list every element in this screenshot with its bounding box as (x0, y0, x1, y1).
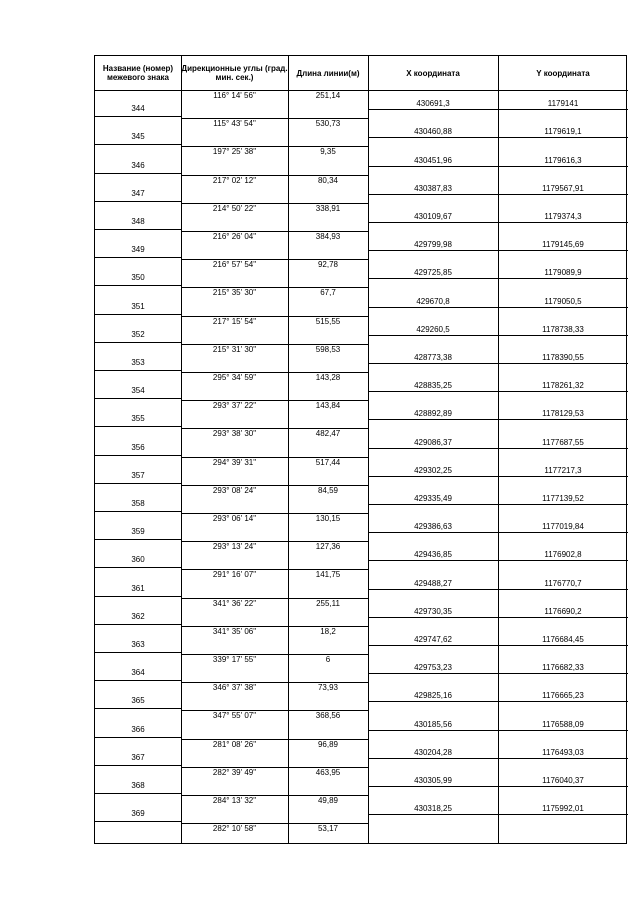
line-length: 92,78 (317, 260, 339, 270)
point-name: 346 (131, 160, 145, 170)
x-coordinate: 429302,25 (414, 465, 452, 475)
y-coordinate: 1177217,3 (544, 465, 582, 475)
y-coordinate: 1179089,9 (544, 268, 582, 278)
coordinates-table (94, 55, 627, 844)
header-x: X координата (406, 68, 460, 78)
x-coordinate: 428773,38 (414, 352, 452, 362)
point-name: 351 (131, 301, 145, 311)
y-coordinate: 1176040,37 (542, 775, 584, 785)
line-length: 517,44 (315, 457, 341, 467)
line-length: 143,28 (315, 373, 341, 382)
direction-angle: 214° 50' 22" (212, 203, 257, 213)
point-name: 368 (131, 780, 145, 790)
direction-angle: 339° 17' 55" (212, 655, 257, 664)
y-coordinate: 1179145,69 (542, 240, 584, 250)
y-coordinate: 1177019,84 (542, 522, 584, 532)
direction-angle: 282° 39' 49" (212, 767, 257, 777)
line-length: 338,91 (315, 203, 341, 213)
point-name: 361 (131, 583, 145, 593)
direction-angle: 215° 35' 30" (212, 288, 257, 298)
line-length: 482,47 (315, 429, 341, 439)
y-coordinate: 1176902,8 (544, 550, 582, 560)
point-name: 355 (131, 414, 145, 424)
point-name: 363 (131, 639, 145, 649)
point-name: 349 (131, 245, 145, 255)
x-coordinate: 430204,28 (414, 747, 452, 757)
direction-angle: 197° 25' 38" (212, 147, 257, 157)
x-coordinate: 430691,3 (416, 99, 450, 109)
direction-angle: 294° 39' 31" (212, 457, 257, 467)
x-coordinate: 429753,23 (414, 663, 452, 673)
y-coordinate: 1178738,33 (542, 324, 584, 334)
line-length: 463,95 (315, 767, 341, 777)
y-coordinate: 1176770,7 (544, 578, 582, 588)
y-coordinate: 1178390,55 (542, 352, 584, 362)
direction-angle: 281° 08' 26" (212, 739, 257, 749)
x-coordinate: 430305,99 (414, 775, 452, 785)
direction-angle: 216° 26' 04" (212, 232, 257, 241)
line-length: 80,34 (317, 175, 339, 185)
direction-angle: 347° 55' 07" (212, 711, 257, 721)
point-name: 344 (131, 104, 145, 114)
direction-angle: 293° 13' 24" (212, 542, 257, 552)
y-coordinate: 1179374,3 (544, 211, 582, 221)
line-length: 255,11 (316, 598, 340, 608)
direction-angle: 346° 37' 38" (212, 683, 257, 693)
y-coordinate: 1176665,23 (542, 691, 584, 701)
x-coordinate: 429436,85 (414, 550, 452, 560)
line-length: 49,89 (317, 796, 339, 805)
direction-angle: 217° 02' 12" (212, 175, 257, 185)
x-coordinate: 430109,67 (414, 211, 452, 221)
point-name: 366 (131, 724, 145, 734)
direction-angle: 293° 06' 14" (212, 514, 257, 523)
line-length: 251,14 (315, 91, 341, 100)
y-coordinate: 1179141 (547, 99, 579, 109)
y-coordinate: 1179050,5 (544, 296, 582, 306)
line-length: 67,7 (320, 288, 336, 298)
line-length: 9,35 (320, 147, 336, 157)
y-coordinate: 1179619,1 (544, 127, 582, 137)
point-name: 367 (131, 752, 145, 762)
direction-angle: 293° 08' 24" (212, 485, 257, 495)
x-coordinate: 429260,5 (416, 324, 450, 334)
y-coordinate: 1176588,09 (542, 719, 584, 729)
x-coordinate: 430387,83 (414, 183, 452, 193)
line-length: 6 (325, 655, 331, 664)
line-length: 515,55 (315, 316, 341, 326)
header-angles: Дирекционные углы (град. мин. сек.) (181, 64, 288, 82)
point-name: 360 (131, 555, 145, 565)
y-coordinate: 1177687,55 (542, 437, 584, 447)
x-coordinate: 429086,37 (414, 437, 452, 447)
y-coordinate: 1176682,33 (542, 663, 584, 673)
x-coordinate: 430451,96 (414, 155, 452, 165)
line-length: 384,93 (315, 232, 341, 241)
direction-angle: 282° 10' 58" (212, 824, 257, 834)
direction-angle: 116° 14' 56" (213, 91, 256, 100)
x-coordinate: 429799,98 (414, 240, 452, 250)
header-y: Y координата (536, 68, 590, 78)
line-length: 598,53 (315, 344, 341, 354)
x-coordinate: 430460,88 (414, 127, 452, 137)
x-coordinate: 429730,35 (414, 606, 452, 616)
y-coordinate: 1178261,32 (542, 381, 584, 391)
point-name: 362 (131, 611, 145, 621)
x-coordinate: 429747,62 (414, 634, 452, 644)
point-name: 354 (131, 386, 145, 396)
y-coordinate: 1178129,53 (542, 409, 584, 419)
point-name: 369 (131, 809, 145, 819)
x-coordinate: 429386,63 (414, 522, 452, 532)
line-length: 84,59 (317, 485, 339, 495)
direction-angle: 291° 16' 07" (212, 570, 257, 580)
direction-angle: 217° 15' 54" (212, 316, 257, 326)
point-name: 345 (131, 132, 145, 142)
point-name: 352 (131, 329, 145, 339)
x-coordinate: 430318,25 (414, 804, 452, 814)
y-coordinate: 1177139,52 (542, 493, 584, 503)
point-name: 347 (131, 188, 145, 198)
y-coordinate: 1176690,2 (544, 606, 582, 616)
point-name: 357 (131, 470, 145, 480)
direction-angle: 216° 57' 54" (212, 260, 257, 270)
point-name: 365 (131, 696, 145, 706)
header-name: Название (номер) межевого знака (102, 64, 174, 82)
x-coordinate: 429725,85 (414, 268, 452, 278)
y-coordinate: 1179616,3 (544, 155, 582, 165)
direction-angle: 284° 13' 32" (212, 796, 257, 805)
line-length: 127,36 (315, 542, 341, 552)
line-length: 130,15 (315, 514, 341, 523)
line-length: 143,84 (315, 401, 341, 411)
header-length: Длина линии(м) (296, 68, 360, 78)
direction-angle: 115° 43' 54" (213, 119, 256, 129)
direction-angle: 215° 31' 30" (212, 344, 257, 354)
x-coordinate: 429335,49 (414, 493, 452, 503)
line-length: 53,17 (317, 824, 339, 834)
y-coordinate: 1175992,01 (542, 804, 584, 814)
x-coordinate: 428892,89 (414, 409, 452, 419)
direction-angle: 341° 35' 06" (212, 626, 257, 636)
y-coordinate: 1176493,03 (542, 747, 584, 757)
point-name: 359 (131, 527, 145, 537)
table-body (95, 56, 626, 843)
x-coordinate: 429670,8 (416, 296, 450, 306)
line-length: 141,75 (315, 570, 341, 580)
point-name: 350 (131, 273, 145, 283)
point-name: 358 (131, 498, 145, 508)
line-length: 530,73 (315, 119, 341, 129)
direction-angle: 293° 38' 30" (212, 429, 257, 439)
direction-angle: 293° 37' 22" (212, 401, 257, 411)
y-coordinate: 1176684,45 (542, 634, 584, 644)
direction-angle: 295° 34' 59" (212, 373, 257, 382)
direction-angle: 341° 36' 22" (212, 598, 257, 608)
x-coordinate: 428835,25 (414, 381, 452, 391)
line-length: 96,89 (317, 739, 339, 749)
point-name: 356 (131, 442, 145, 452)
point-name: 353 (131, 357, 145, 367)
x-coordinate: 430185,56 (414, 719, 452, 729)
line-length: 18,2 (320, 626, 336, 636)
y-coordinate: 1179567,91 (542, 183, 584, 193)
x-coordinate: 429488,27 (414, 578, 452, 588)
x-coordinate: 429825,16 (414, 691, 452, 701)
line-length: 73,93 (317, 683, 339, 693)
point-name: 364 (131, 668, 145, 678)
point-name: 348 (131, 216, 145, 226)
line-length: 368,56 (315, 711, 341, 721)
